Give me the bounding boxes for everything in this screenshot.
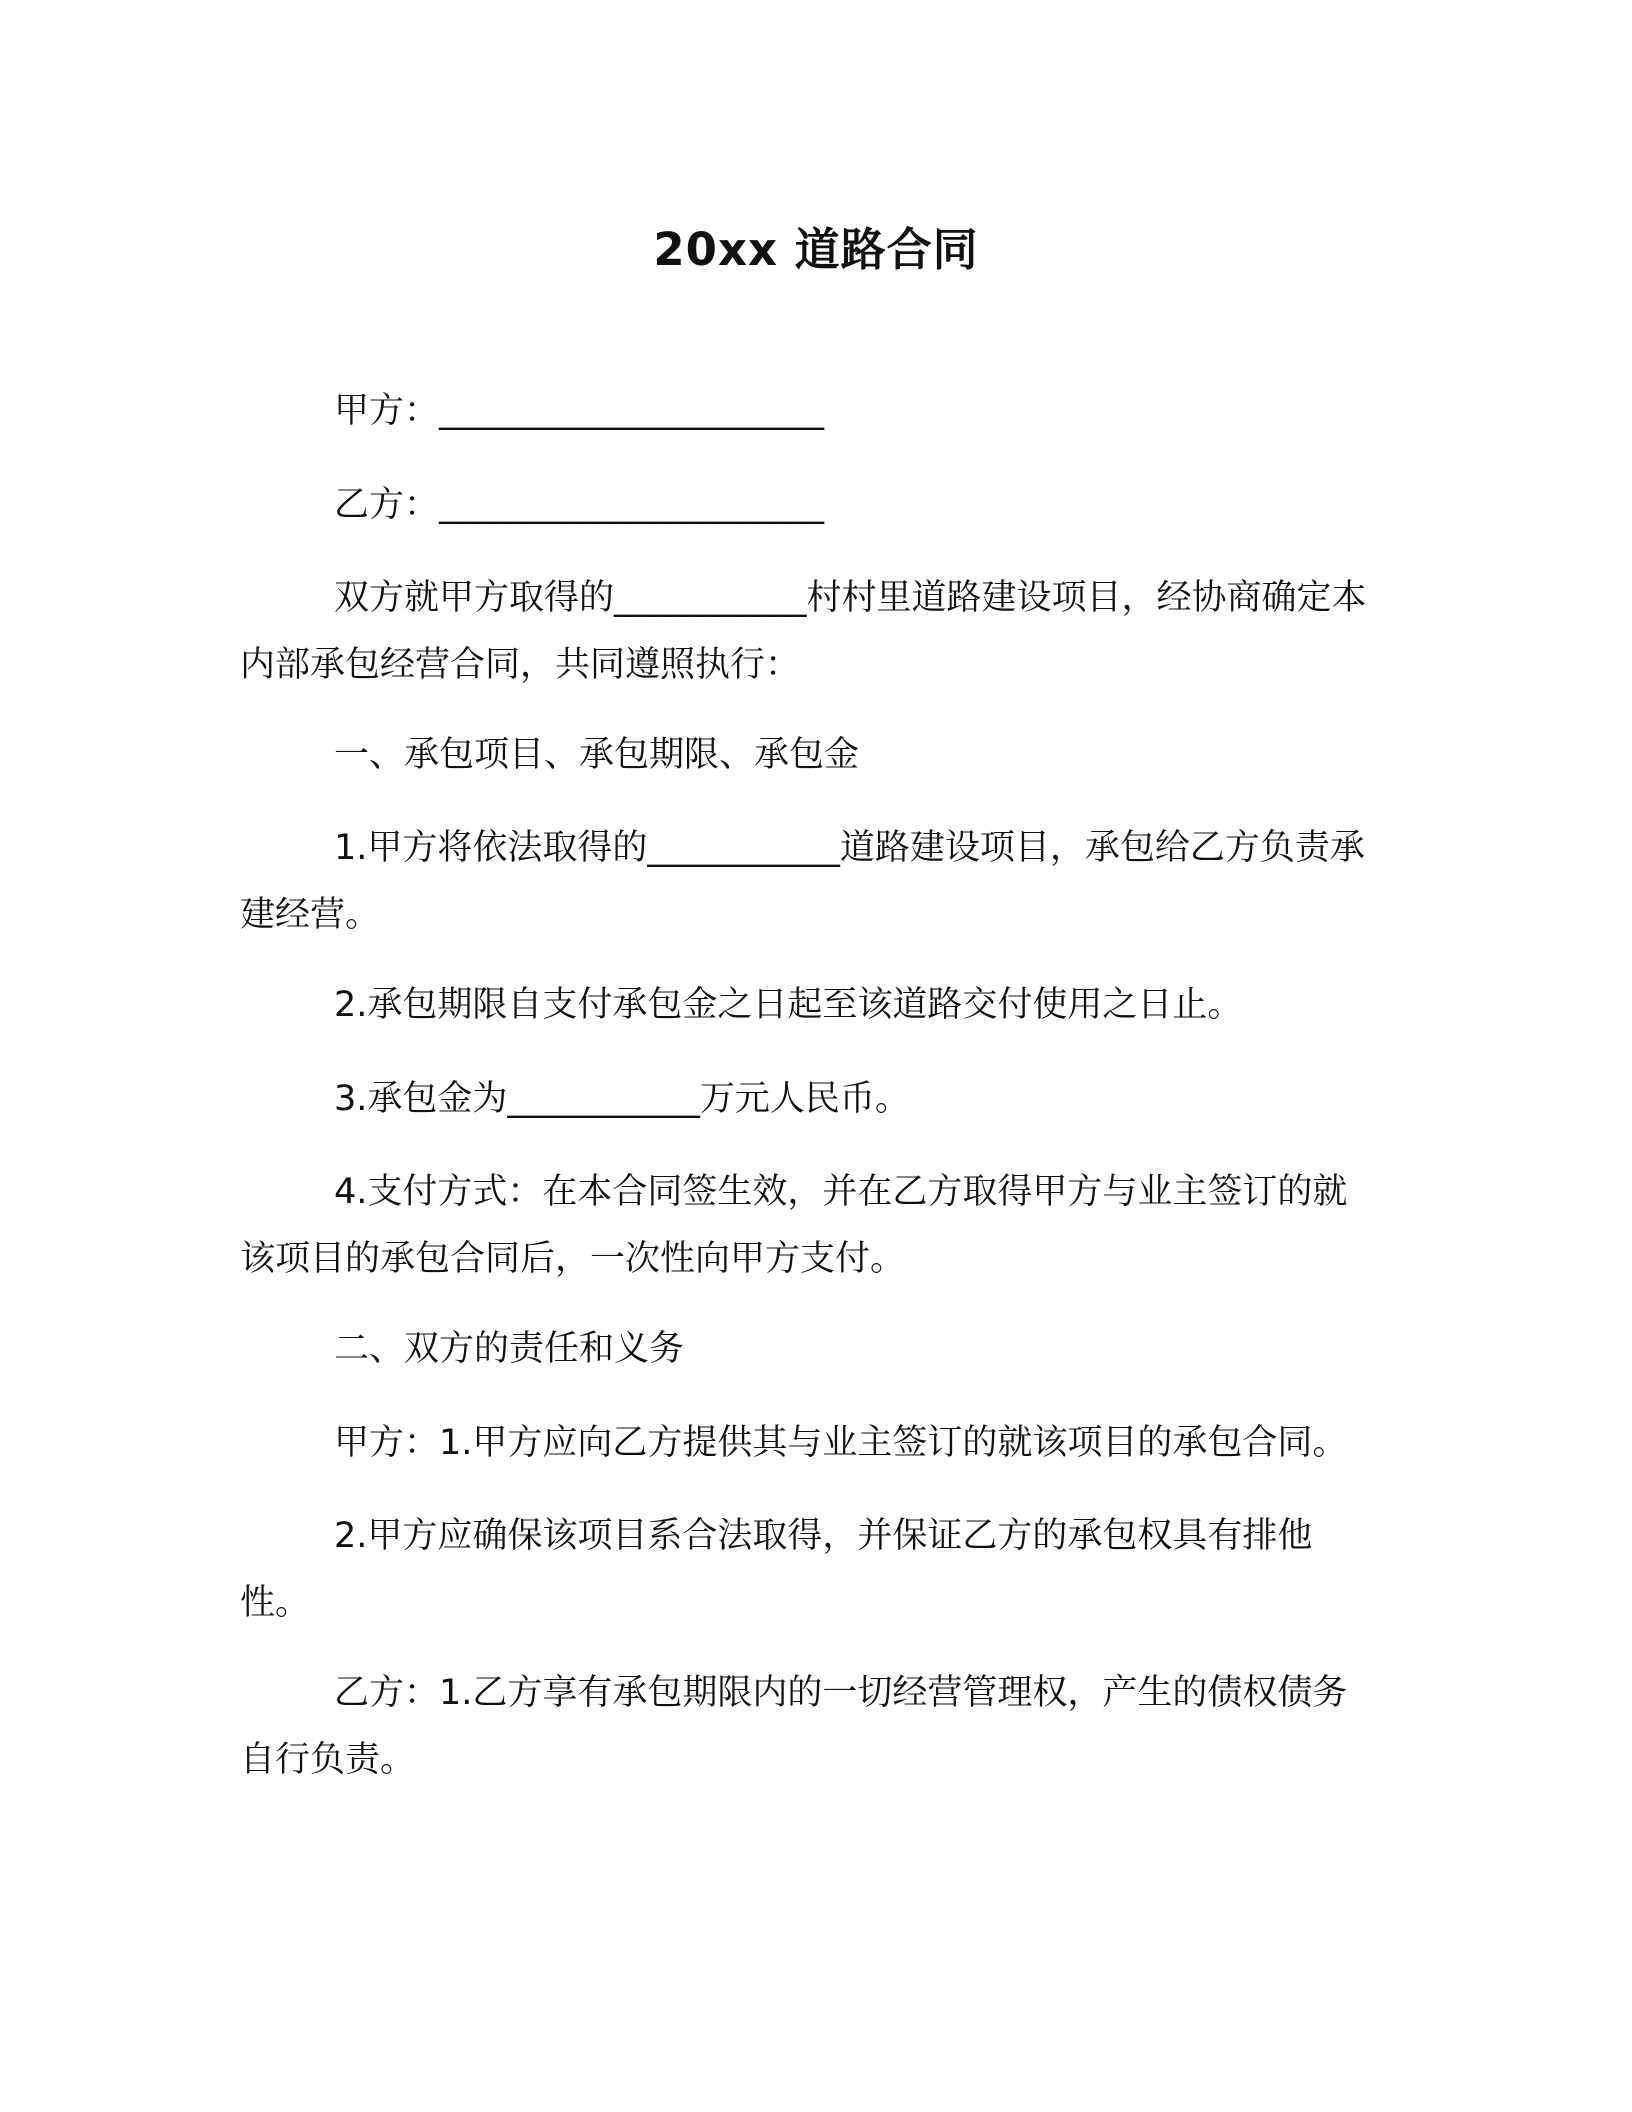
clause-1-4: 4.支付方式：在本合同签生效，并在乙方取得甲方与业主签订的就该项目的承包合同后，一次性向甲方支付。 (240, 1172, 1348, 1279)
document-title: 20xx 道路合同 (653, 223, 979, 276)
party-a-duty-1: 甲方：1.甲方应向乙方提供其与业主签订的就该项目的承包合同。 (334, 1423, 1348, 1463)
party-a-line: 甲方：______________________ (334, 391, 825, 431)
preamble-paragraph: 双方就甲方取得的___________村村里道路建设项目，经协商确定本内部承包经营合同，共同遵照执行： (240, 578, 1367, 685)
clause-1-3: 3.承包金为___________万元人民币。 (334, 1079, 910, 1119)
section-heading-1: 一、承包项目、承包期限、承包金 (334, 735, 860, 775)
party-a-duty-2: 2.甲方应确保该项目系合法取得，并保证乙方的承包权具有排他性。 (240, 1516, 1313, 1623)
clause-1-1: 1.甲方将依法取得的___________道路建设项目，承包给乙方负责承建经营。 (240, 828, 1365, 935)
party-b-duty-1: 乙方：1.乙方享有承包期限内的一切经营管理权，产生的债权债务自行负责。 (240, 1673, 1348, 1780)
party-b-line: 乙方：______________________ (334, 485, 825, 525)
clause-1-2: 2.承包期限自支付承包金之日起至该道路交付使用之日止。 (334, 985, 1243, 1025)
section-heading-2: 二、双方的责任和义务 (334, 1329, 685, 1369)
